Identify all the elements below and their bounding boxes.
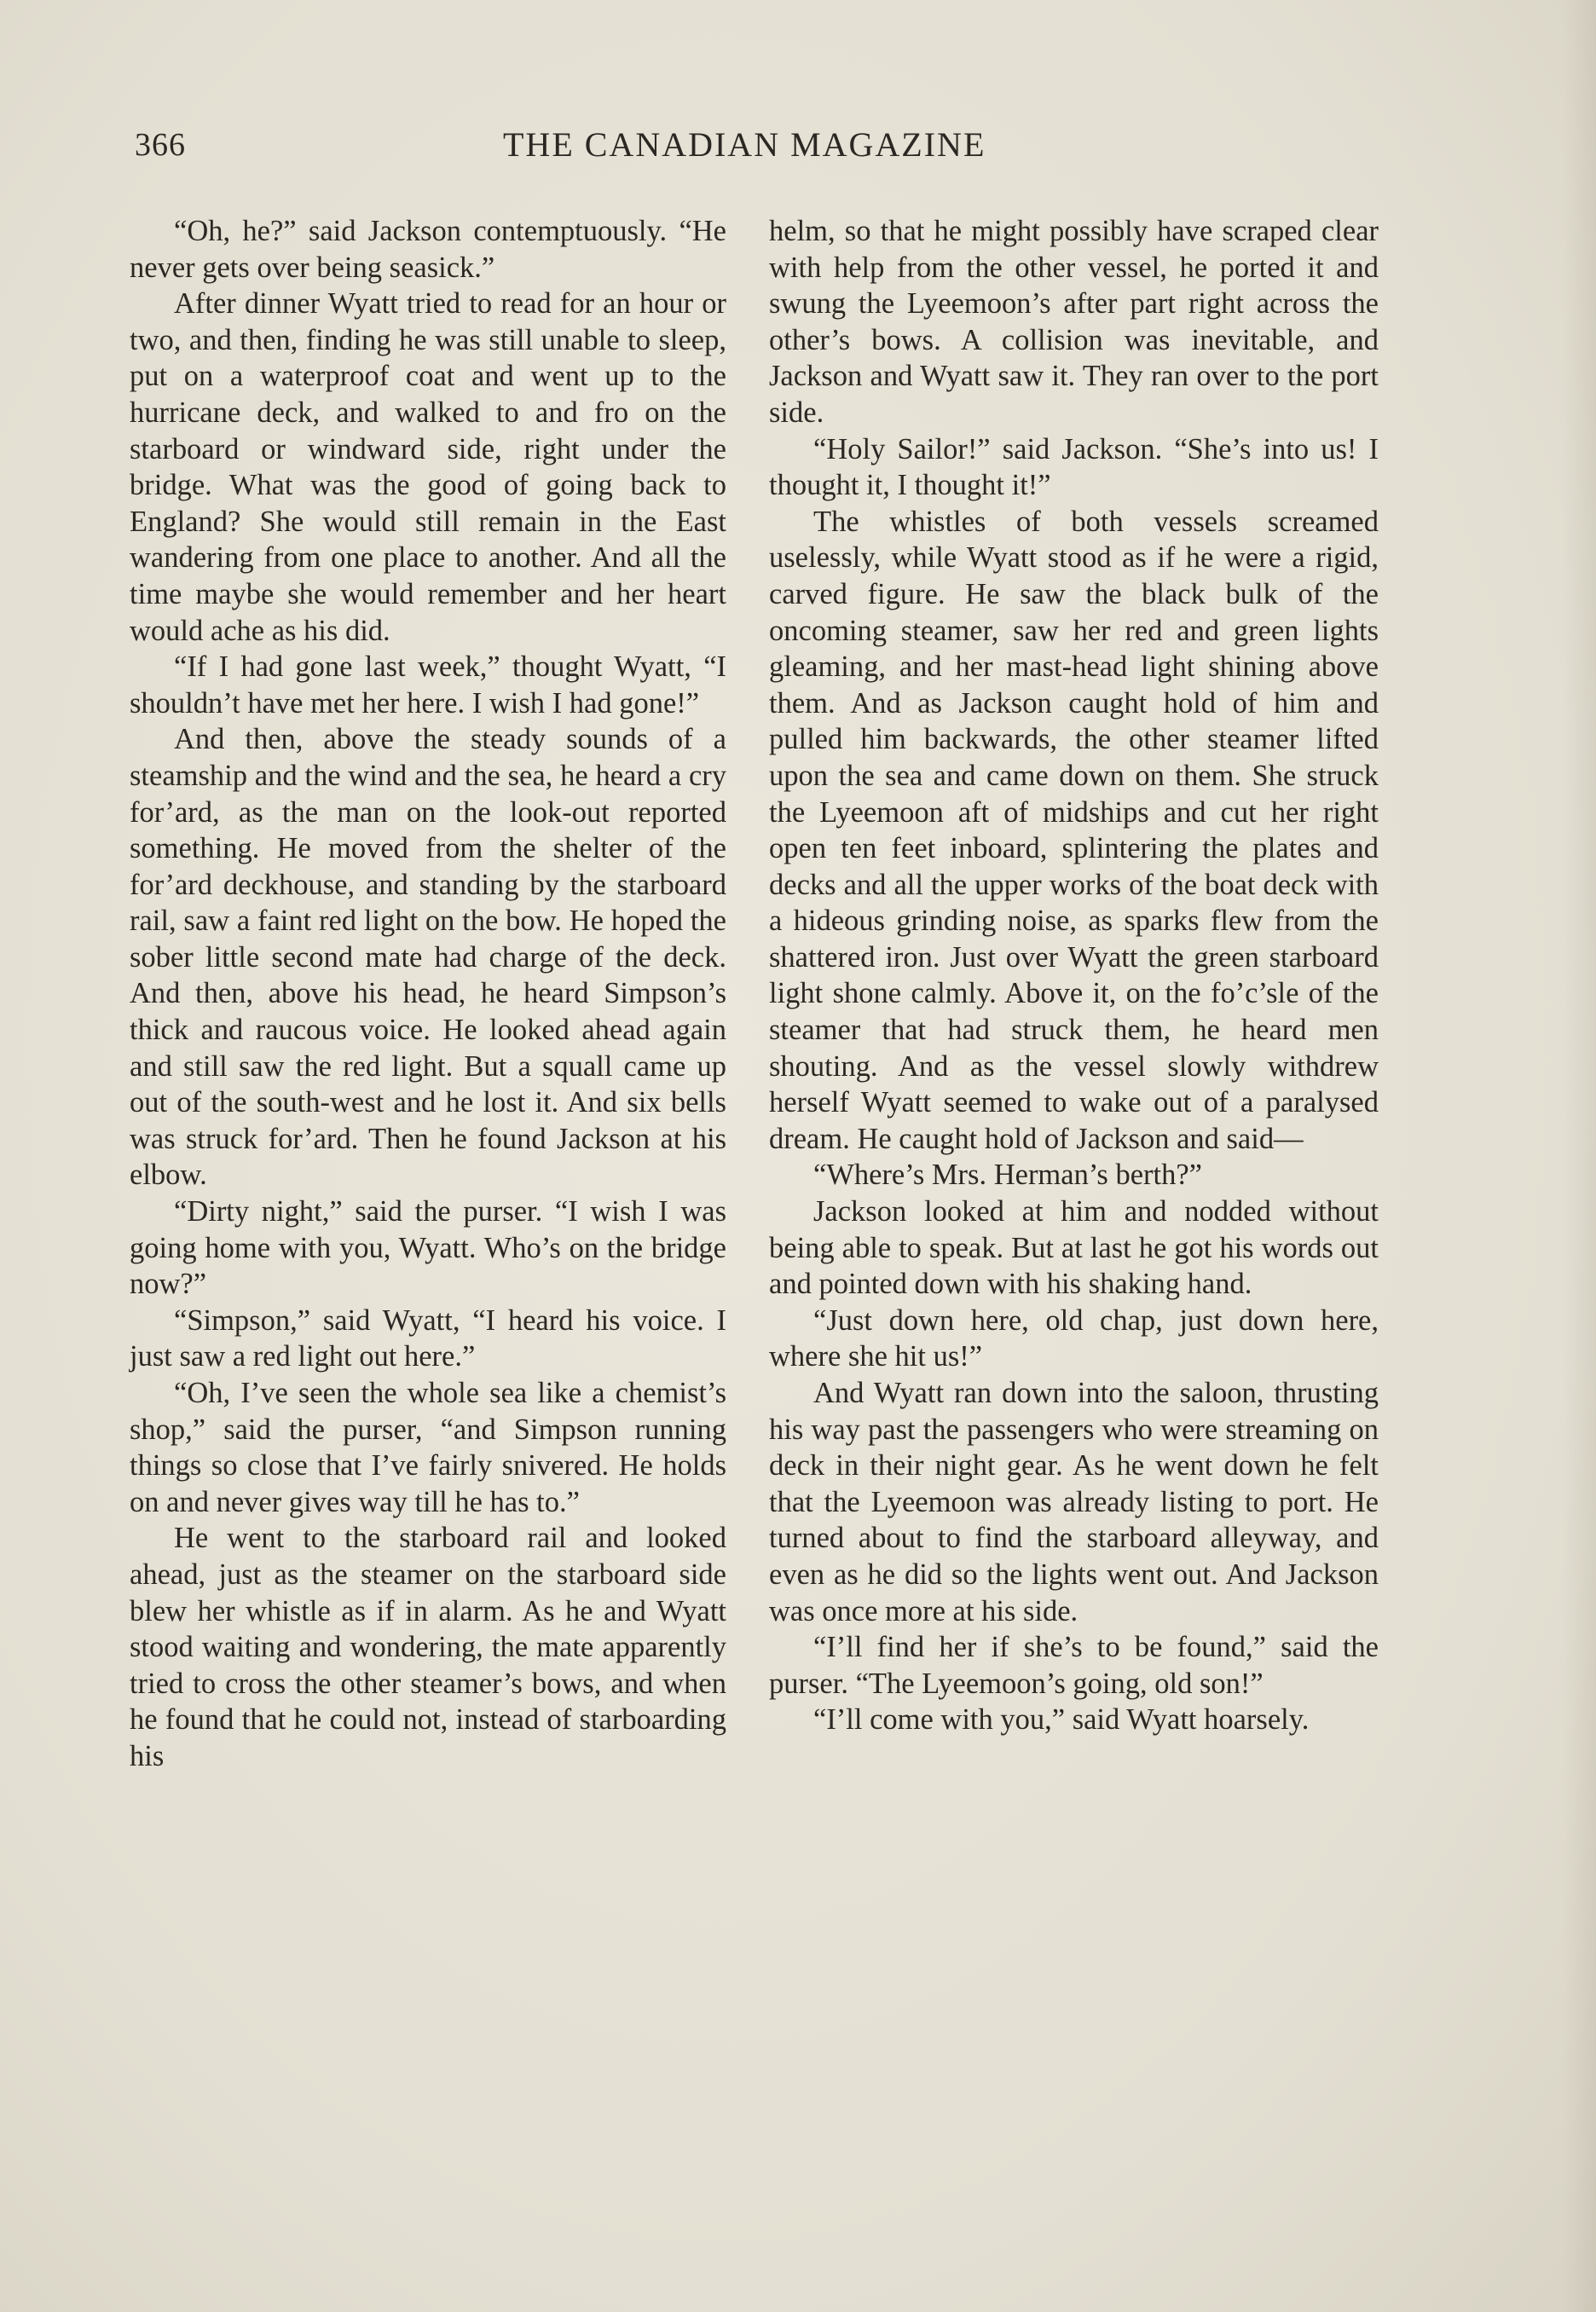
paragraph: “If I had gone last week,” thought Wyatt, “I shouldn’t have met her here. I wish I had gone!” xyxy=(130,650,726,720)
paragraph: Jackson looked at him and nodded without being able to speak. But at last he got his words out and pointed down with his shaking hand. xyxy=(769,1195,1379,1301)
paragraph: helm, so that he might possibly have scraped clear with help from the other vessel, he ported it and swung the Lyeemoon’s after part right across the other’s bows. A collision was inevitable, and Jackson and Wyatt saw it. They ran over to the port side. xyxy=(769,215,1379,429)
right-column xyxy=(769,213,1379,1738)
page-number: 366 xyxy=(135,127,186,163)
paragraph: “I’ll come with you,” said Wyatt hoarsely. xyxy=(813,1703,1310,1737)
paragraph: He went to the starboard rail and looked ahead, just as the steamer on the starboard side blew her whistle as if in alarm. As he and Wyatt stood waiting and wondering, the mate apparently tried to cross the other steamer’s bows, and when he found that he could not, instead of starboarding his xyxy=(130,1522,726,1772)
paragraph: And then, above the steady sounds of a steamship and the wind and the sea, he heard a cry for’ard, as the man on the look-out reported something. He moved from the shelter of the for’ard deckhouse, and standing by the starboard rail, saw a faint red light on the bow. He hoped the sober little second mate had charge of the deck. And then, above his head, he heard Simpson’s thick and raucous voice. He looked ahead again and still saw the red light. But a squall came up out of the south-west and he lost it. And six bells was struck for’ard. Then he found Jackson at his elbow. xyxy=(130,723,726,1192)
paragraph: “Oh, I’ve seen the whole sea like a chemist’s shop,” said the purser, “and Simpson running things so close that I’ve fairly snivered. He holds on and never gives way till he has to.” xyxy=(130,1377,726,1518)
paragraph: “Simpson,” said Wyatt, “I heard his voice. I just saw a red light out here.” xyxy=(130,1303,726,1373)
paragraph: “Oh, he?” said Jackson contemptuously. “He never gets over being seasick.” xyxy=(130,215,726,284)
paragraph: The whistles of both vessels screamed uselessly, while Wyatt stood as if he were a rigid, carved figure. He saw the black bulk of the oncoming steamer, saw her red and green lights gleaming, and her mast-head light shining above them. And as Jackson caught hold of him and pulled him backwards, the other steamer lifted upon the sea and came down on them. She struck the Lyeemoon aft of midships and cut her right open ten feet inboard, splintering the plates and decks and all the upper works of the boat deck with a hideous grinding noise, as sparks flew from the shattered iron. Just over Wyatt the green starboard light shone calmly. Above it, on the fo’c’sle of the steamer that had struck them, he heard men shouting. And as the vessel slowly withdrew herself Wyatt seemed to wake out of a paralysed dream. He caught hold of Jackson and said— xyxy=(769,505,1379,1155)
paragraph: And Wyatt ran down into the saloon, thrusting his way past the passengers who were streaming on deck in their night gear. As he went down he felt that the Lyeemoon was already listing to port. He turned about to find the starboard alleyway, and even as he did so the lights went out. And Jackson was once more at his side. xyxy=(769,1377,1379,1627)
paragraph: “Where’s Mrs. Herman’s berth?” xyxy=(813,1159,1202,1192)
paragraph: “I’ll find her if she’s to be found,” said the purser. “The Lyeemoon’s going, old son!” xyxy=(769,1631,1379,1700)
paragraph: After dinner Wyatt tried to read for an hour or two, and then, finding he was still unable to sleep, put on a waterproof coat and went up to the hurricane deck, and walked to and fro on the starboard or windward side, right under the bridge. What was the good of going back to England? She would still remain in the East wandering from one place to another. And all the time maybe she would remember and her heart would ache as his did. xyxy=(130,287,726,647)
paragraph: “Just down here, old chap, just down here, where she hit us!” xyxy=(769,1303,1379,1373)
left-column xyxy=(130,213,726,1775)
paragraph: “Holy Sailor!” said Jackson. “She’s into us! I thought it, I thought it!” xyxy=(769,432,1379,502)
running-head: THE CANADIAN MAGAZINE xyxy=(503,125,986,164)
page-edge-shadow xyxy=(1562,0,1596,2312)
paragraph: “Dirty night,” said the purser. “I wish I was going home with you, Wyatt. Who’s on the bridge now?” xyxy=(130,1195,726,1301)
